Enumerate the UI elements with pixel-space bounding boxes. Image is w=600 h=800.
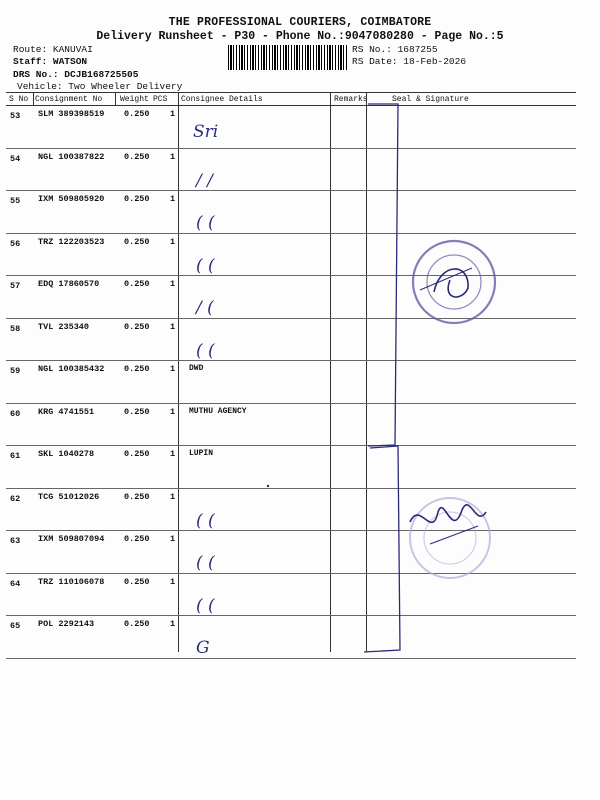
row-consignee: LUPIN: [189, 449, 214, 458]
col-consignment: Consignment No: [35, 95, 103, 104]
row-sno: 61: [10, 451, 21, 461]
row-sno: 57: [10, 281, 21, 291]
row-weight: 0.250: [124, 321, 150, 332]
row-weight: 0.250: [124, 236, 150, 247]
row-weight: 0.250: [124, 449, 150, 459]
row-sno: 65: [10, 621, 21, 631]
row-consignment: EDQ 17860570: [38, 279, 100, 289]
col-weight: Weight: [120, 95, 149, 104]
row-weight: 0.250: [124, 151, 150, 162]
handwritten-mark: ( (: [196, 510, 215, 531]
row-pcs: 1: [170, 151, 176, 162]
row-pcs: 1: [170, 279, 176, 289]
row-pcs: 1: [170, 576, 176, 587]
row-consignee: MUTHU AGENCY: [189, 406, 247, 416]
handwritten-mark: ( (: [196, 595, 215, 616]
row-sno: 62: [10, 493, 21, 504]
row-consignment: TRZ 110106078: [38, 576, 105, 587]
row-pcs: 1: [170, 619, 176, 629]
col-seal: Seal & Signature: [392, 95, 469, 104]
row-weight: 0.250: [124, 619, 150, 629]
row-weight: 0.250: [124, 576, 150, 587]
row-pcs: 1: [170, 534, 176, 544]
handwritten-mark: ( (: [196, 553, 215, 573]
row-weight: 0.250: [124, 406, 150, 417]
row-consignment: NGL 100385432: [38, 364, 105, 374]
row-consignment: SKL 1040278: [38, 449, 95, 459]
row-pcs: 1: [170, 321, 176, 332]
row-sno: 64: [10, 578, 21, 589]
route-label: Route: KANUVAI: [13, 44, 93, 55]
rs-no-label: RS No.: 1687255: [352, 44, 438, 55]
row-pcs: 1: [170, 491, 176, 502]
rs-date-label: RS Date: 18-Feb-2026: [352, 56, 467, 67]
row-pcs: 1: [170, 364, 176, 374]
row-consignment: NGL 100387822: [38, 151, 105, 162]
col-sno: S No: [9, 95, 29, 104]
handwritten-mark: G: [196, 638, 210, 658]
runsheet-subtitle: Delivery Runsheet - P30 - Phone No.:9047080280 - Page No.:5: [96, 30, 504, 43]
col-remarks: Remarks: [334, 95, 368, 104]
handwritten-mark: / /: [196, 170, 213, 191]
company-title: THE PROFESSIONAL COURIERS, COIMBATORE: [168, 16, 432, 29]
row-sno: 54: [10, 153, 21, 164]
staff-label: Staff: WATSON: [13, 56, 88, 67]
row-sno: 60: [10, 408, 21, 419]
row-pcs: 1: [170, 109, 176, 119]
drs-label: DRS No.: DCJB168725505: [13, 69, 139, 80]
handwritten-mark: / (: [196, 298, 214, 318]
signature-icon: [410, 498, 490, 578]
row-consignment: IXM 509807094: [38, 534, 105, 544]
row-pcs: 1: [170, 449, 176, 459]
row-sno: 56: [10, 238, 21, 249]
row-sno: 59: [10, 366, 21, 376]
row-weight: 0.250: [124, 364, 150, 374]
row-pcs: 1: [170, 406, 176, 417]
row-weight: 0.250: [124, 194, 150, 204]
handwritten-mark: ( (: [196, 255, 215, 276]
row-sno: 53: [10, 111, 21, 121]
stamp-seal-icon: [413, 241, 495, 323]
row-weight: 0.250: [124, 491, 150, 502]
vehicle-label: Vehicle: Two Wheeler Delivery: [17, 81, 183, 92]
row-weight: 0.250: [124, 534, 150, 544]
row-sno: 58: [10, 323, 21, 334]
row-consignee: DWD: [189, 364, 204, 373]
row-sno: 63: [10, 536, 21, 546]
row-pcs: 1: [170, 194, 176, 204]
row-weight: 0.250: [124, 279, 150, 289]
col-pcs: PCS: [153, 95, 168, 104]
row-consignment: TCG 51012026: [38, 491, 100, 502]
row-pcs: 1: [170, 236, 176, 247]
row-consignment: POL 2292143: [38, 619, 95, 629]
row-sno: 55: [10, 196, 21, 206]
row-consignment: KRG 4741551: [38, 406, 95, 417]
row-weight: 0.250: [124, 109, 150, 119]
row-consignment: TVL 235340: [38, 321, 90, 332]
handwritten-mark: ( (: [196, 340, 215, 361]
handwritten-mark: Sri: [193, 122, 219, 142]
bracket-icon: [368, 104, 398, 446]
row-consignment: TRZ 122203523: [38, 236, 105, 247]
row-consignment: IXM 509805920: [38, 194, 105, 204]
handwritten-mark: ( (: [196, 213, 215, 233]
row-consignment: SLM 389398519: [38, 109, 105, 119]
bracket-icon: [364, 446, 400, 652]
col-consignee: Consignee Details: [181, 95, 263, 104]
